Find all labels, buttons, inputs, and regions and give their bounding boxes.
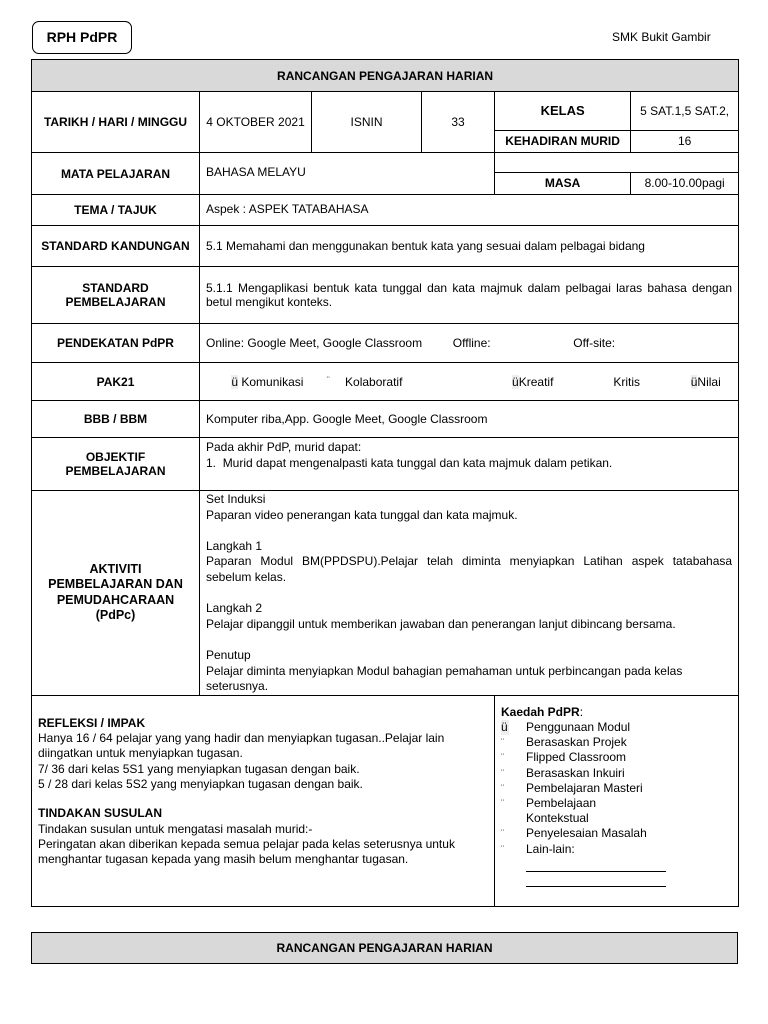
kehadiran-label: KEHADIRAN MURID: [495, 130, 631, 152]
standard-kandungan-label: STANDARD KANDUNGAN: [32, 226, 200, 267]
objektif-intro: Pada akhir PdP, murid dapat:: [206, 440, 362, 454]
kaedah-item: Pembelajaan Kontekstual: [526, 795, 597, 826]
lain-lain-blank-line: [526, 872, 666, 887]
kaedah-item: Berasaskan Projek: [526, 735, 627, 750]
kelas-kehadiran-box: [495, 92, 738, 152]
checkmark-icon: ü: [231, 374, 239, 389]
refleksi-line3: 5 / 28 dari kelas 5S2 yang menyiapkan tugasan dengan baik.: [38, 776, 363, 791]
plan-title: RANCANGAN PENGAJARAN HARIAN: [32, 60, 739, 92]
langkah1-text: Paparan Modul BM(PPDSPU).Pelajar telah diminta menyiapkan Latihan aspek tatabahasa sebelum kelas.: [206, 554, 733, 584]
bbb-value: Komputer riba,App. Google Meet, Google Classroom: [200, 401, 739, 438]
day-value: ISNIN: [312, 92, 422, 153]
kaedah-section: [495, 695, 739, 906]
refleksi-section: [32, 695, 495, 906]
objektif-item: Murid dapat mengenalpasti kata tunggal dan kata majmuk dalam petikan.: [222, 456, 613, 470]
checkmark-icon: ü: [512, 374, 519, 389]
masa-box: [495, 153, 738, 194]
lesson-plan-table: [31, 59, 739, 907]
kaedah-item: Pembelajaran Masteri: [526, 780, 643, 795]
penutup-text: Pelajar diminta menyiapkan Modul bahagian pemahaman untuk perbincangan pada kelas seterusnya.: [206, 663, 683, 694]
checkbox-icon: ¨: [326, 374, 330, 385]
mata-pelajaran-value: BAHASA MELAYU: [200, 153, 495, 195]
next-plan-title: RANCANGAN PENGAJARAN HARIAN: [31, 932, 738, 964]
kelas-label: KELAS: [495, 92, 631, 130]
kaedah-item: Penggunaan Modul: [526, 719, 631, 734]
checkbox-icon: ¨: [501, 797, 504, 808]
kaedah-item: Penyelesaian Masalah: [526, 826, 647, 841]
langkah1-title: Langkah 1: [206, 538, 263, 553]
checkmark-icon: ü: [501, 719, 508, 734]
tindakan-line2: Peringatan akan diberikan kepada semua pelajar pada kelas seterusnya untuk menghantar tugasan kepada yang masih belum menghantar tugasan.: [38, 836, 455, 867]
langkah2-title: Langkah 2: [206, 601, 263, 616]
pak21-kolaboratif: Kolaboratif: [345, 374, 403, 389]
masa-label: MASA: [495, 172, 631, 194]
objektif-label: OBJEKTIF PEMBELAJARAN: [32, 438, 200, 491]
tema-label: TEMA / TAJUK: [32, 195, 200, 226]
pendekatan-offline: Offline:: [452, 336, 491, 350]
pak21-label: PAK21: [32, 363, 200, 401]
date-day-week-label: TARIKH / HARI / MINGGU: [32, 92, 200, 153]
pak21-values: [200, 363, 739, 401]
kaedah-item: Lain-lain:: [526, 841, 575, 856]
kaedah-colon: :: [579, 704, 584, 719]
langkah2-text: Pelajar dipanggil untuk memberikan jawaban dan penerangan lanjut dibincang bersama.: [206, 616, 676, 631]
mata-pelajaran-label: MATA PELAJARAN: [32, 153, 200, 195]
week-value: 33: [422, 92, 495, 153]
pendekatan-value: [200, 324, 739, 363]
objektif-item-number: 1.: [206, 456, 217, 470]
pak21-kreatif: Kreatif: [518, 374, 554, 389]
tindakan-title: TINDAKAN SUSULAN: [38, 806, 162, 821]
lain-lain-blank-line: [526, 857, 666, 872]
checkbox-icon: ¨: [501, 752, 504, 763]
checkbox-icon: ¨: [501, 737, 504, 748]
kaedah-title: Kaedah PdPR: [501, 704, 580, 719]
tema-value: Aspek : ASPEK TATABAHASA: [200, 195, 739, 226]
checkmark-icon: ü: [690, 374, 698, 389]
date-value: 4 OKTOBER 2021: [200, 92, 312, 153]
checkbox-icon: ¨: [501, 843, 504, 854]
checkbox-icon: ¨: [501, 767, 504, 778]
checkbox-icon: ¨: [501, 828, 504, 839]
kaedah-item: Berasaskan Inkuiri: [526, 765, 625, 780]
set-induksi-text: Paparan video penerangan kata tunggal dan kata majmuk.: [206, 507, 518, 522]
refleksi-title: REFLEKSI / IMPAK: [38, 715, 146, 730]
penutup-title: Penutup: [206, 647, 251, 662]
pendekatan-offsite: Off-site:: [573, 336, 616, 350]
kehadiran-value: 16: [677, 134, 692, 149]
standard-pembelajaran-label: STANDARD PEMBELAJARAN: [32, 267, 200, 324]
pak21-nilai: Nilai: [697, 374, 721, 389]
pak21-komunikasi: Komunikasi: [241, 374, 304, 389]
bbb-label: BBB / BBM: [32, 401, 200, 438]
refleksi-line2: 7/ 36 dari kelas 5S1 yang menyiapkan tugasan dengan baik.: [38, 761, 360, 776]
pak21-kritis: Kritis: [613, 374, 641, 389]
kaedah-item: Flipped Classroom: [526, 750, 627, 765]
rph-pdpr-badge: RPH PdPR: [32, 21, 132, 54]
school-name: SMK Bukit Gambir: [612, 30, 711, 44]
pendekatan-label: PENDEKATAN PdPR: [32, 324, 200, 363]
objektif-value: [200, 438, 739, 491]
tindakan-line1: Tindakan susulan untuk mengatasi masalah murid:-: [38, 821, 313, 836]
refleksi-line1: Hanya 16 / 64 pelajar yang yang hadir dan menyiapkan tugasan..Pelajar lain diingatkan untuk menyiapkan tugasan.: [38, 731, 445, 761]
pendekatan-online: Online: Google Meet, Google Classroom: [206, 336, 423, 350]
standard-pembelajaran-value: 5.1.1 Mengaplikasi bentuk kata tunggal dan kata majmuk dalam pelbagai laras bahasa dengan betul mengikut konteks.: [200, 267, 739, 324]
checkbox-icon: ¨: [501, 782, 504, 793]
set-induksi-title: Set Induksi: [206, 492, 266, 506]
standard-kandungan-value: 5.1 Memahami dan menggunakan bentuk kata yang sesuai dalam pelbagai bidang: [200, 226, 739, 267]
aktiviti-label: AKTIVITI PEMBELAJARAN DAN PEMUDAHCARAAN (PdPc): [32, 491, 200, 696]
kelas-value: 5 SAT.1,5 SAT.2,: [631, 92, 738, 130]
masa-value: 8.00-10.00pagi: [644, 176, 725, 191]
aktiviti-value: [200, 491, 739, 696]
